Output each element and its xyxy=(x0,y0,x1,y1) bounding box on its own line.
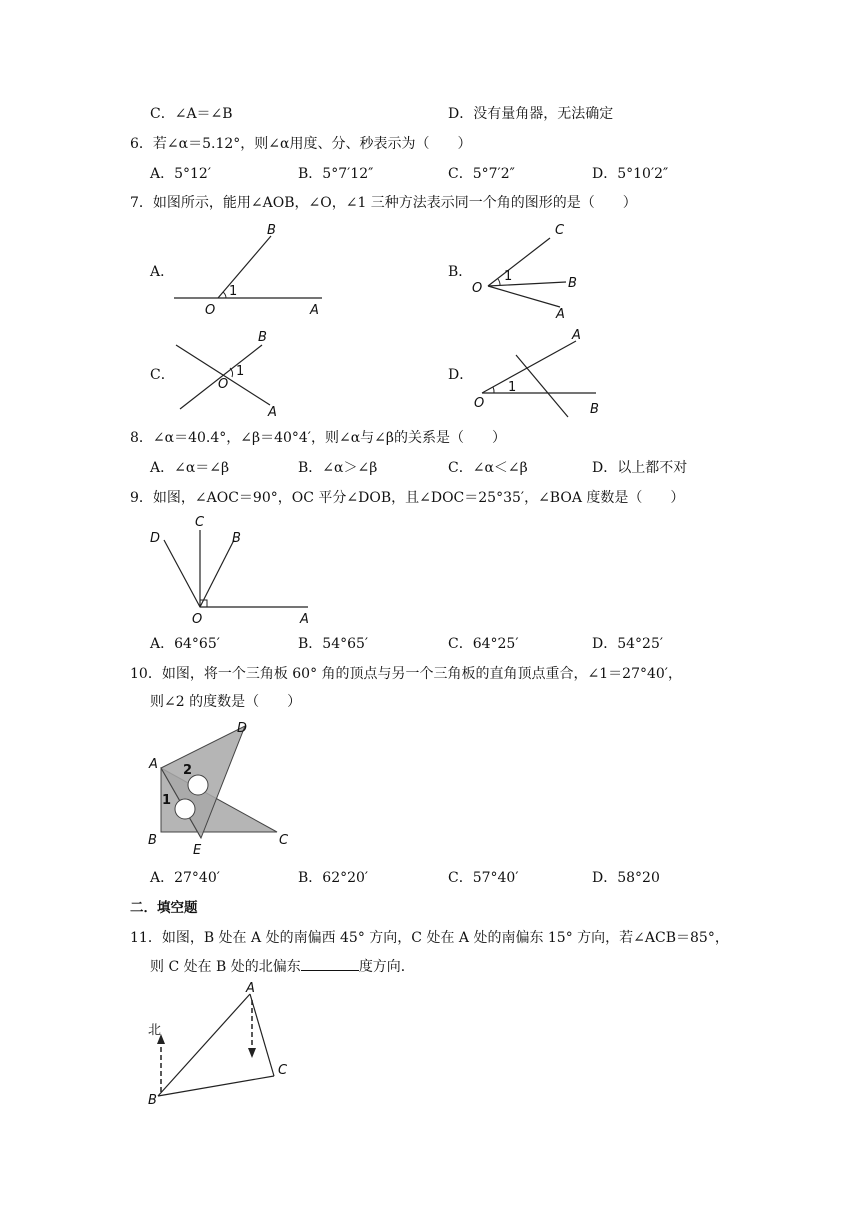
q7-stem: 7．如图所示，能用∠AOB，∠O，∠1 三种方法表示同一个角的图形的是（ ） xyxy=(130,195,637,211)
svg-text:北: 北 xyxy=(148,1023,162,1038)
q9-option-b: B．54°65′ xyxy=(298,636,369,652)
svg-text:A: A xyxy=(310,303,319,318)
q7-option-c: C． xyxy=(150,367,175,383)
svg-text:B: B xyxy=(568,276,577,291)
q11-stem-text: 则 C 处在 B 处的北偏东 xyxy=(150,959,301,975)
q9-stem: 9．如图，∠AOC＝90°，OC 平分∠DOB，且∠DOC＝25°35′，∠BOA 度数是（ ） xyxy=(130,490,685,506)
q9-figure xyxy=(148,512,318,627)
q9-option-c: C．64°25′ xyxy=(448,636,519,652)
svg-text:A: A xyxy=(572,328,581,343)
q8-stem: 8．∠α＝40.4°，∠β＝40°4′，则∠α与∠β的关系是（ ） xyxy=(130,430,506,446)
svg-text:E: E xyxy=(193,843,202,858)
svg-text:B: B xyxy=(148,833,157,848)
svg-text:A: A xyxy=(556,307,565,322)
q10-option-a: A．27°40′ xyxy=(150,870,220,886)
svg-text:1: 1 xyxy=(504,269,513,284)
q6-stem: 6．若∠α＝5.12°，则∠α用度、分、秒表示为（ ） xyxy=(130,136,472,152)
q10-option-b: B．62°20′ xyxy=(298,870,369,886)
svg-text:O: O xyxy=(218,377,229,392)
q8-option-a: A．∠α＝∠β xyxy=(150,460,230,476)
svg-text:C: C xyxy=(279,833,289,848)
q7-figure-a xyxy=(174,220,324,320)
svg-text:1: 1 xyxy=(236,364,245,379)
q6-option-a: A．5°12′ xyxy=(150,166,212,182)
svg-text:O: O xyxy=(474,396,485,411)
q8-option-b: B．∠α＞∠β xyxy=(298,460,378,476)
svg-text:C: C xyxy=(555,223,565,238)
q7-figure-c xyxy=(174,325,284,420)
q6-option-b: B．5°7′12″ xyxy=(298,166,374,182)
q9-option-d: D．54°25′ xyxy=(592,636,664,652)
svg-text:1: 1 xyxy=(162,793,172,808)
answer-blank[interactable] xyxy=(301,956,359,971)
q10-figure xyxy=(145,716,295,861)
q10-stem-line2: 则∠2 的度数是（ ） xyxy=(150,694,302,710)
svg-text:D: D xyxy=(237,721,248,736)
q7-figure-d xyxy=(472,325,602,420)
svg-text:B: B xyxy=(258,330,267,345)
svg-text:B: B xyxy=(590,402,599,417)
section-title-fill-blank: 二．填空题 xyxy=(130,900,198,916)
q10-option-d: D．58°20 xyxy=(592,870,660,886)
q8-option-d: D．以上都不对 xyxy=(592,460,688,476)
q7-option-d: D． xyxy=(448,367,474,383)
svg-text:O: O xyxy=(205,303,216,318)
svg-text:B: B xyxy=(148,1093,157,1108)
svg-text:A: A xyxy=(268,405,277,420)
svg-text:C: C xyxy=(195,515,205,530)
q11-figure xyxy=(142,980,302,1110)
q6-option-c: C．5°7′2″ xyxy=(448,166,515,182)
svg-text:D: D xyxy=(150,531,161,546)
svg-text:B: B xyxy=(232,531,241,546)
q7-option-b: B． xyxy=(448,264,473,280)
svg-text:O: O xyxy=(472,281,483,296)
q7-option-a: A． xyxy=(150,264,175,280)
svg-text:A: A xyxy=(149,757,158,772)
q8-option-c: C．∠α＜∠β xyxy=(448,460,528,476)
q11-stem-line1: 11．如图，B 处在 A 处的南偏西 45° 方向，C 处在 A 处的南偏东 15° 方向，若∠ACB＝85°， xyxy=(130,930,729,946)
q11-stem-suffix: 度方向． xyxy=(358,959,415,975)
q5-option-c: C．∠A＝∠B xyxy=(150,106,233,122)
q9-option-a: A．64°65′ xyxy=(150,636,220,652)
svg-text:1: 1 xyxy=(508,380,517,395)
q7-figure-b xyxy=(470,220,590,320)
svg-text:2: 2 xyxy=(183,763,193,778)
svg-text:A: A xyxy=(300,612,309,627)
svg-text:1: 1 xyxy=(229,284,238,299)
svg-text:A: A xyxy=(246,981,255,996)
q10-stem-line1: 10．如图，将一个三角板 60° 角的顶点与另一个三角板的直角顶点重合，∠1＝27°40′， xyxy=(130,666,682,682)
svg-text:B: B xyxy=(267,223,276,238)
svg-text:O: O xyxy=(192,612,203,627)
q11-stem-line2 xyxy=(150,956,415,977)
svg-text:C: C xyxy=(278,1063,288,1078)
q5-option-d: D．没有量角器，无法确定 xyxy=(448,106,614,122)
q6-option-d: D．5°10′2″ xyxy=(592,166,669,182)
q10-option-c: C．57°40′ xyxy=(448,870,519,886)
